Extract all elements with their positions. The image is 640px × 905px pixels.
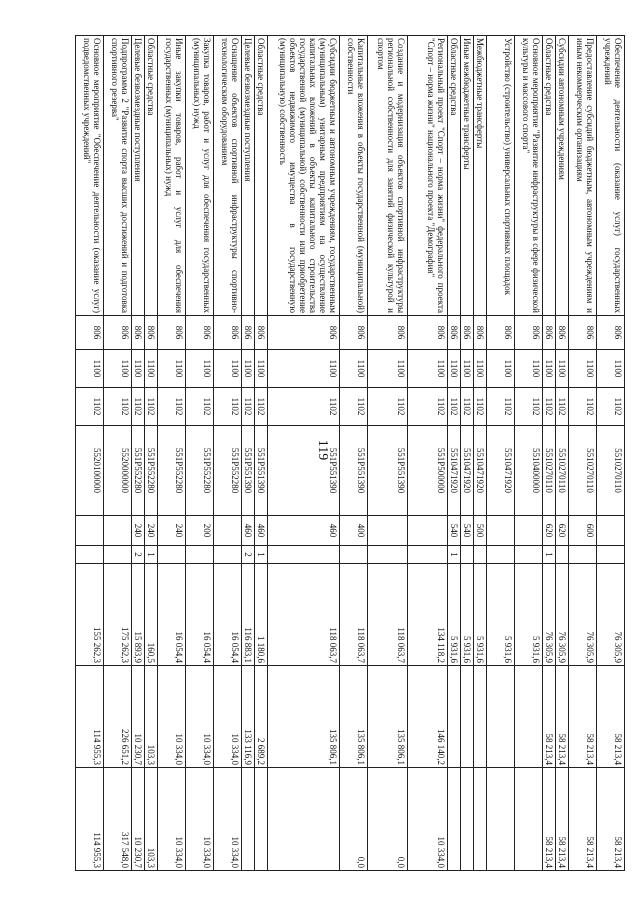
row-year2: 10 334,0 (214, 666, 242, 768)
row-pr: 1102 (368, 388, 408, 426)
row-year2 (515, 666, 543, 768)
row-rz: 1100 (158, 350, 186, 388)
row-csr: 551P551390 (242, 426, 255, 516)
row-year3: 58 213,4 (543, 768, 556, 871)
row-gr: 806 (543, 316, 556, 350)
row-vr (214, 516, 242, 546)
row-pr: 1102 (448, 388, 461, 426)
row-year3: 10 334,0 (158, 768, 186, 871)
row-csr: 5520000000 (104, 426, 132, 516)
row-pr: 1102 (487, 388, 515, 426)
row-pr: 1102 (515, 388, 543, 426)
row-name: Субсидии бюджетным и автономным учреждениям, государственным (муниципальным) унитарным предприятиям на осуществление капитальных вложений в объекты капитального строительства государственной (муниципальной) собственности или приобретение объектов недвижимого имущества в государственную (муниципальную) собственность (268, 36, 340, 316)
row-gr: 806 (186, 316, 214, 350)
row-year1: 76 305,9 (556, 564, 569, 666)
row-rz: 1100 (132, 350, 145, 388)
row-gr: 806 (242, 316, 255, 350)
row-src: 1 (145, 546, 158, 564)
row-name: Закупка товаров, работ и услуг для обеспечения государственных (муниципальных) нужд (186, 36, 214, 316)
row-year3: 10 334,0 (408, 768, 448, 871)
row-pr: 1102 (408, 388, 448, 426)
row-rz: 1100 (474, 350, 487, 388)
row-year3: 58 213,4 (556, 768, 569, 871)
row-year1: 15 893,9 (132, 564, 145, 666)
row-csr: 551P500000 (408, 426, 448, 516)
table-row (158, 36, 186, 871)
row-src: 1 (448, 546, 461, 564)
row-csr: 551P552280 (186, 426, 214, 516)
row-name: Основное мероприятие "Обеспечение деятельности (оказание услуг) подведомственных учреждений" (76, 36, 104, 316)
row-year3 (461, 768, 474, 871)
row-rz: 1100 (597, 350, 625, 388)
row-year3 (515, 768, 543, 871)
row-year3: 10 230,7 (132, 768, 145, 871)
row-year3: 10 334,0 (214, 768, 242, 871)
row-pr: 1102 (76, 388, 104, 426)
table-row (448, 36, 461, 871)
row-year2: 135 806,1 (268, 666, 340, 768)
row-src (214, 546, 242, 564)
row-year1: 160,5 (145, 564, 158, 666)
row-year1: 16 054,4 (186, 564, 214, 666)
row-gr: 806 (597, 316, 625, 350)
row-year1: 1 180,6 (255, 564, 268, 666)
row-pr: 1102 (104, 388, 132, 426)
row-year3: 10 334,0 (186, 768, 214, 871)
row-vr (515, 516, 543, 546)
row-rz: 1100 (104, 350, 132, 388)
row-csr: 551P551390 (268, 426, 340, 516)
row-pr: 1102 (543, 388, 556, 426)
row-rz: 1100 (186, 350, 214, 388)
table-row (104, 36, 132, 871)
row-year2: 10 334,0 (158, 666, 186, 768)
row-rz: 1100 (487, 350, 515, 388)
row-csr: 551P552280 (214, 426, 242, 516)
row-year2 (448, 666, 461, 768)
row-src (408, 546, 448, 564)
row-year2: 114 955,3 (76, 666, 104, 768)
row-csr: 5510270110 (569, 426, 597, 516)
row-src (515, 546, 543, 564)
row-vr (104, 516, 132, 546)
row-year2: 58 213,4 (556, 666, 569, 768)
table-row (214, 36, 242, 871)
row-year1: 5 931,6 (461, 564, 474, 666)
row-year2 (461, 666, 474, 768)
row-name: Устройство (строительство) универсальных спортивных площадок (487, 36, 515, 316)
row-vr: 540 (448, 516, 461, 546)
row-vr (368, 516, 408, 546)
row-name: Областные средства (543, 36, 556, 316)
row-year1: 16 054,4 (214, 564, 242, 666)
table-row (408, 36, 448, 871)
table-row (340, 36, 368, 871)
row-pr: 1102 (461, 388, 474, 426)
row-name: Предоставление субсидий бюджетным, автономным учреждениям и иным некоммерческим организациям (569, 36, 597, 316)
row-year1: 175 262,3 (104, 564, 132, 666)
row-src (340, 546, 368, 564)
row-rz: 1100 (145, 350, 158, 388)
row-gr: 806 (556, 316, 569, 350)
row-rz: 1100 (255, 350, 268, 388)
row-vr (76, 516, 104, 546)
row-gr: 806 (268, 316, 340, 350)
row-year1: 134 118,2 (408, 564, 448, 666)
row-year1: 5 931,6 (448, 564, 461, 666)
table-row (76, 36, 104, 871)
row-src (487, 546, 515, 564)
row-year1: 118 063,7 (268, 564, 340, 666)
row-gr: 806 (408, 316, 448, 350)
row-vr (597, 516, 625, 546)
row-csr: 5510270110 (556, 426, 569, 516)
row-vr: 460 (255, 516, 268, 546)
table-row (556, 36, 569, 871)
row-csr: 551P552280 (145, 426, 158, 516)
row-rz: 1100 (461, 350, 474, 388)
row-year3 (448, 768, 461, 871)
row-csr: 5510471920 (487, 426, 515, 516)
row-csr: 5510471920 (448, 426, 461, 516)
row-vr: 460 (268, 516, 340, 546)
row-year2: 135 806,1 (340, 666, 368, 768)
table-row (543, 36, 556, 871)
row-year3: 103,3 (145, 768, 158, 871)
row-year3: 0,0 (340, 768, 368, 871)
row-year1: 155 262,3 (76, 564, 104, 666)
row-name: Региональный проект "Спорт – норма жизни" федерального проекта "Спорт – норма жизни" национального проекта "Демография" (408, 36, 448, 316)
table-row (368, 36, 408, 871)
row-pr: 1102 (132, 388, 145, 426)
row-year2: 10 230,7 (132, 666, 145, 768)
row-year2: 146 140,2 (408, 666, 448, 768)
row-vr: 400 (340, 516, 368, 546)
row-pr: 1102 (597, 388, 625, 426)
row-pr: 1102 (242, 388, 255, 426)
row-year2: 58 213,4 (543, 666, 556, 768)
row-name: Областные средства (145, 36, 158, 316)
row-year1: 5 931,6 (487, 564, 515, 666)
row-gr: 806 (255, 316, 268, 350)
row-csr: 5510270110 (543, 426, 556, 516)
table-row (597, 36, 625, 871)
row-rz: 1100 (268, 350, 340, 388)
row-src (158, 546, 186, 564)
table-row (145, 36, 158, 871)
row-name: Иные межбюджетные трансферты (461, 36, 474, 316)
row-year1: 76 305,9 (597, 564, 625, 666)
row-src: 2 (132, 546, 145, 564)
row-year3 (255, 768, 268, 871)
table-row (515, 36, 543, 871)
row-src (569, 546, 597, 564)
row-vr (487, 516, 515, 546)
row-name: Иные закупки товаров, работ и услуг для обеспечения государственных (муниципальных) нужд (158, 36, 186, 316)
row-vr: 460 (242, 516, 255, 546)
row-vr: 240 (145, 516, 158, 546)
row-vr: 620 (543, 516, 556, 546)
row-year1: 5 931,6 (515, 564, 543, 666)
row-year3 (268, 768, 340, 871)
row-pr: 1102 (255, 388, 268, 426)
row-year2: 10 334,0 (186, 666, 214, 768)
row-year2: 133 116,9 (242, 666, 255, 768)
row-year1: 76 305,9 (543, 564, 556, 666)
row-name: Основное мероприятие "Развитие инфраструктуры в сфере физической культуры и массового спорта" (515, 36, 543, 316)
row-rz: 1100 (408, 350, 448, 388)
row-name: Целевые безвозмездные поступления (132, 36, 145, 316)
row-src (268, 546, 340, 564)
row-pr: 1102 (340, 388, 368, 426)
table-row (487, 36, 515, 871)
row-src (597, 546, 625, 564)
row-rz: 1100 (556, 350, 569, 388)
row-year3 (487, 768, 515, 871)
row-name: Капитальные вложения в объекты государственной (муниципальной) собственности (340, 36, 368, 316)
table-row (474, 36, 487, 871)
row-rz: 1100 (368, 350, 408, 388)
row-year1: 76 305,9 (569, 564, 597, 666)
row-year3: 0,0 (368, 768, 408, 871)
row-pr: 1102 (186, 388, 214, 426)
row-csr: 5510471920 (461, 426, 474, 516)
row-csr: 551P551390 (255, 426, 268, 516)
row-pr: 1102 (214, 388, 242, 426)
row-gr: 806 (461, 316, 474, 350)
row-src: 1 (255, 546, 268, 564)
row-pr: 1102 (569, 388, 597, 426)
row-csr: 5510400000 (515, 426, 543, 516)
row-gr: 806 (487, 316, 515, 350)
row-gr: 806 (104, 316, 132, 350)
table-row (461, 36, 474, 871)
row-pr: 1102 (268, 388, 340, 426)
row-src: 1 (543, 546, 556, 564)
table-row (255, 36, 268, 871)
row-rz: 1100 (448, 350, 461, 388)
row-year3 (242, 768, 255, 871)
row-gr: 806 (132, 316, 145, 350)
row-name: Создание и модернизация объектов спортивной инфраструктуры региональной собственности для занятий физической культурой и спортом (368, 36, 408, 316)
row-gr: 806 (474, 316, 487, 350)
row-csr: 551P551390 (368, 426, 408, 516)
rotated-table-wrapper (63, 35, 625, 870)
row-vr: 240 (132, 516, 145, 546)
row-gr: 806 (368, 316, 408, 350)
row-csr: 5520100000 (76, 426, 104, 516)
row-gr: 806 (515, 316, 543, 350)
row-vr: 500 (474, 516, 487, 546)
row-year2: 2 689,2 (255, 666, 268, 768)
row-gr: 806 (340, 316, 368, 350)
row-csr: 551P552280 (132, 426, 145, 516)
row-gr: 806 (145, 316, 158, 350)
row-pr: 1102 (158, 388, 186, 426)
row-gr: 806 (448, 316, 461, 350)
row-src (474, 546, 487, 564)
row-csr: 551P551390 (340, 426, 368, 516)
row-vr: 240 (158, 516, 186, 546)
row-year1: 118 063,7 (368, 564, 408, 666)
row-name: Оснащение объектов спортивной инфраструктуры спортивно-технологическим оборудованием (214, 36, 242, 316)
row-src (104, 546, 132, 564)
row-year2 (487, 666, 515, 768)
row-src (76, 546, 104, 564)
row-year2: 103,3 (145, 666, 158, 768)
row-rz: 1100 (242, 350, 255, 388)
row-pr: 1102 (145, 388, 158, 426)
row-name: Областные средства (255, 36, 268, 316)
budget-table (75, 35, 625, 871)
row-rz: 1100 (543, 350, 556, 388)
row-rz: 1100 (569, 350, 597, 388)
row-name: Межбюджетные трансферты (474, 36, 487, 316)
row-vr: 540 (461, 516, 474, 546)
row-year3: 317 548,0 (104, 768, 132, 871)
row-vr: 200 (186, 516, 214, 546)
row-rz: 1100 (515, 350, 543, 388)
row-rz: 1100 (76, 350, 104, 388)
row-rz: 1100 (214, 350, 242, 388)
table-row (186, 36, 214, 871)
row-year2: 135 806,1 (368, 666, 408, 768)
row-pr: 1102 (474, 388, 487, 426)
row-src (368, 546, 408, 564)
row-year2 (474, 666, 487, 768)
row-src: 2 (242, 546, 255, 564)
row-year3: 114 955,3 (76, 768, 104, 871)
row-src (461, 546, 474, 564)
row-vr (408, 516, 448, 546)
row-name: Областные средства (448, 36, 461, 316)
page-number: 119 (315, 439, 331, 461)
row-year3: 58 213,4 (597, 768, 625, 871)
row-year3 (474, 768, 487, 871)
table-row (242, 36, 255, 871)
row-src (186, 546, 214, 564)
row-pr: 1102 (556, 388, 569, 426)
row-year2: 58 213,4 (569, 666, 597, 768)
row-year1: 116 883,1 (242, 564, 255, 666)
row-vr: 620 (556, 516, 569, 546)
row-name: Обеспечение деятельности (оказание услуг) государственных учреждений (597, 36, 625, 316)
row-year2: 226 651,2 (104, 666, 132, 768)
row-year1: 118 063,7 (340, 564, 368, 666)
row-gr: 806 (214, 316, 242, 350)
table-body (76, 36, 625, 871)
table-row (569, 36, 597, 871)
row-csr: 551P552280 (158, 426, 186, 516)
row-year1: 5 931,6 (474, 564, 487, 666)
row-gr: 806 (76, 316, 104, 350)
row-name: Субсидии автономным учреждениям (556, 36, 569, 316)
row-name: Подпрограмма 2 "Развитие спорта высших достижений и подготовка спортивного резерва" (104, 36, 132, 316)
row-csr: 5510270110 (597, 426, 625, 516)
table-row (132, 36, 145, 871)
row-gr: 806 (569, 316, 597, 350)
row-gr: 806 (158, 316, 186, 350)
table-row (268, 36, 340, 871)
row-year2: 58 213,4 (597, 666, 625, 768)
row-src (556, 546, 569, 564)
row-year3: 58 213,4 (569, 768, 597, 871)
row-rz: 1100 (340, 350, 368, 388)
row-year1: 16 054,4 (158, 564, 186, 666)
row-vr: 600 (569, 516, 597, 546)
row-name: Целевые безвозмездные поступления (242, 36, 255, 316)
row-csr: 5510471920 (474, 426, 487, 516)
